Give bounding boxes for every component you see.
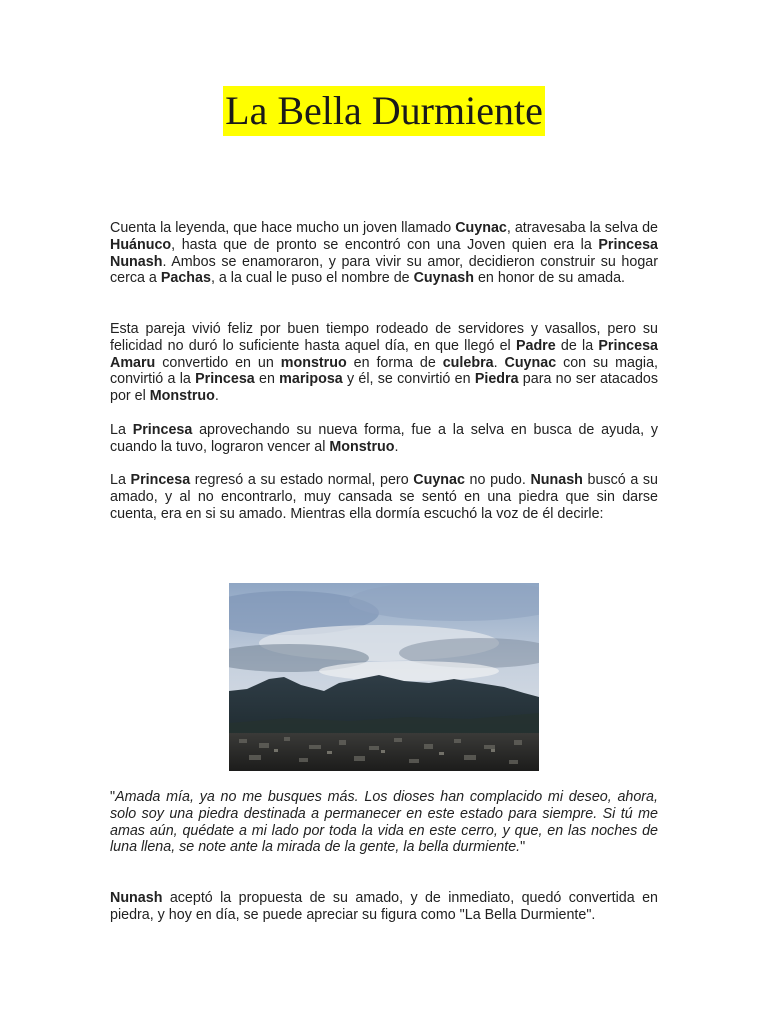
text-run: en — [254, 371, 280, 388]
bold-text: Huánuco — [110, 236, 172, 253]
bold-text: Padre — [515, 337, 556, 354]
paragraph-ending — [110, 890, 658, 924]
bold-text: Monstruo — [149, 388, 215, 405]
bold-text: Cuynac — [504, 354, 557, 371]
text-run: , a la cual le puso el nombre de — [210, 270, 414, 287]
bold-text: Nunash — [110, 890, 163, 906]
bold-text: Nunash — [530, 472, 583, 488]
bold-text: culebra — [442, 354, 494, 371]
text-run: en forma de — [346, 354, 443, 371]
bold-text: Cuynac — [413, 472, 465, 488]
bold-text: Princesa Amaru — [110, 337, 658, 371]
paragraph-quote — [110, 789, 658, 856]
text-run: Cuenta la leyenda, que hace mucho un joven llamado — [110, 220, 456, 236]
text-run: " — [520, 839, 526, 856]
bold-text: mariposa — [279, 371, 343, 388]
text-run: . — [394, 438, 399, 455]
text-run: , hasta que de pronto se encontró con una Joven quien era la — [171, 236, 599, 253]
bold-text: Monstruo — [329, 438, 395, 455]
text-run: convertido en un — [155, 354, 281, 371]
text-run: en honor de su amada. — [474, 270, 626, 287]
bold-text: Pachas — [160, 270, 211, 287]
paragraph-intro — [110, 220, 658, 287]
text-run: La — [110, 422, 133, 438]
text-run: buscó a su amado, y al no encontrarlo, muy cansada se sentó en una piedra que sin darse cuenta, era en si su amado. Mientras ella dormía escuchó la voz de él decirle: — [110, 472, 658, 522]
text-run: y él, se convirtió en — [342, 371, 475, 388]
italic-text: Amada mía, ya no me busques más. Los dioses han complacido mi deseo, ahora, solo soy una piedra destinada a permanecer en este estado para siempre. Si tú me amas aún, quédate a mi lado por toda la vida en este cerro, y que, en las noches de luna llena, se note ante la mirada de la gente, la bella durmiente. — [110, 789, 658, 856]
text-run: regresó a su estado normal, pero — [190, 472, 414, 488]
bold-text: Princesa — [195, 371, 255, 388]
bold-text: Princesa Nunash — [110, 236, 658, 270]
bold-text: Princesa — [130, 472, 191, 488]
text-run: . — [493, 354, 505, 371]
text-run: Esta pareja vivió feliz por buen tiempo rodeado de servidores y vasallos, pero su felicidad no duró lo suficiente hasta aquel día, en que llegó el — [110, 321, 658, 354]
text-run: para no ser atacados por el — [110, 371, 659, 405]
text-run: . Ambos se enamoraron, y para vivir su amor, decidieron construir su hogar cerca a — [110, 253, 658, 287]
mountain-photo — [229, 583, 539, 771]
text-run: " — [110, 789, 116, 805]
text-run: no pudo. — [464, 472, 531, 488]
text-run: de la — [555, 337, 599, 354]
text-run: . — [214, 388, 219, 405]
bold-text: monstruo — [280, 354, 347, 371]
paragraph-princess-help — [110, 422, 658, 456]
bold-text: Cuynac — [455, 220, 507, 236]
mountain-photo-image — [229, 583, 539, 771]
bold-text: Princesa — [132, 422, 193, 438]
text-run: , atravesaba la selva de — [506, 220, 658, 236]
paragraph-couple — [110, 321, 658, 405]
page-title: La Bella Durmiente — [223, 86, 545, 136]
text-run: aprovechando su nueva forma, fue a la selva en busca de ayuda, y cuando la tuvo, lograron vencer al — [110, 422, 659, 455]
text-run: aceptó la propuesta de su amado, y de inmediato, quedó convertida en piedra, y hoy en día, se puede apreciar su figura como "La Bella Durmiente". — [110, 890, 658, 923]
bold-text: Cuynash — [413, 270, 474, 287]
text-run: con su magia, convirtió a la — [110, 354, 658, 388]
text-run: La — [110, 472, 131, 488]
paragraph-princess-return — [110, 472, 658, 522]
title-container — [0, 86, 768, 136]
bold-text: Piedra — [474, 371, 519, 388]
